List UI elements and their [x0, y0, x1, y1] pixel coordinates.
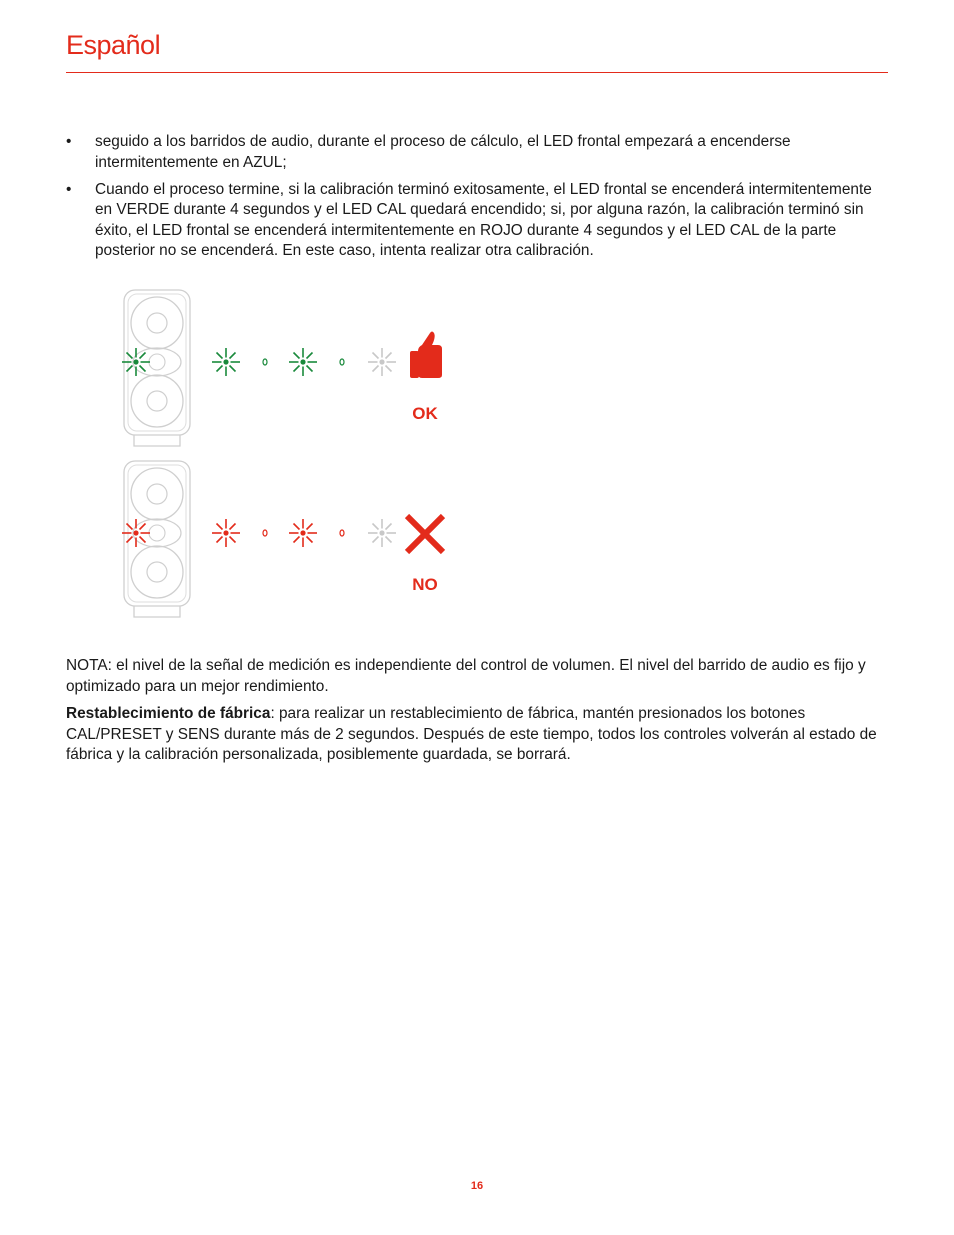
- factory-reset-text: : para realizar un restablecimiento de fábrica, mantén presionados los botones CAL/PRESET y SENS durante más de 2 segundos. Después de este tiempo, todos los controles volverán al estado de fábrica y la calibración personalizada, posiblemente guardada, se borrará.: [66, 705, 877, 764]
- page-number: 16: [470, 1180, 484, 1192]
- led-flash-icon: [289, 348, 317, 376]
- header-divider: [66, 72, 888, 73]
- thumbs-up-icon: [410, 332, 442, 379]
- led-flash-icon: [368, 519, 396, 547]
- list-item-text: Cuando el proceso termine, si la calibración terminó exitosamente, el LED frontal se encenderá intermitentemente en VERDE durante 4 segundos y el LED CAL quedará encendido; si, por alguna razón, la calibración terminó sin éxito, el LED frontal se encenderá intermitentemente en ROJO durante 4 segundos y el LED CAL de la parte posterior no se encenderá. En este caso, intenta realizar otra calibración.: [95, 180, 872, 260]
- bullet-list: [66, 132, 888, 269]
- calibration-result-diagram: [100, 285, 480, 645]
- factory-reset-label: Restablecimiento de fábrica: [66, 705, 271, 722]
- led-off-dot: [263, 530, 267, 536]
- led-flash-icon: [212, 519, 240, 547]
- led-off-dot: [340, 359, 344, 365]
- led-off-dot: [340, 530, 344, 536]
- led-flash-icon: [212, 348, 240, 376]
- led-flash-icon: [122, 348, 150, 376]
- x-mark-icon: [407, 516, 443, 552]
- led-flash-icon: [368, 348, 396, 376]
- list-item-text: seguido a los barridos de audio, durante el proceso de cálculo, el LED frontal empezará a encenderse intermitentemente en AZUL;: [95, 133, 791, 171]
- bullet-mark: •: [66, 133, 72, 150]
- page-title: Español: [66, 30, 161, 60]
- bullet-mark: •: [66, 180, 72, 198]
- list-item: [66, 180, 888, 262]
- factory-reset-paragraph: [66, 704, 888, 766]
- note-paragraph: NOTA: el nivel de la señal de medición es independiente del control de volumen. El nivel del barrido de audio es fijo y optimizado para un mejor rendimiento.: [66, 657, 866, 695]
- list-item: [66, 132, 888, 173]
- no-label: NO: [412, 575, 438, 594]
- speaker-illustration: [124, 290, 190, 446]
- ok-label: OK: [412, 404, 438, 423]
- led-flash-icon: [122, 519, 150, 547]
- led-off-dot: [263, 359, 267, 365]
- speaker-illustration: [124, 461, 190, 617]
- led-flash-icon: [289, 519, 317, 547]
